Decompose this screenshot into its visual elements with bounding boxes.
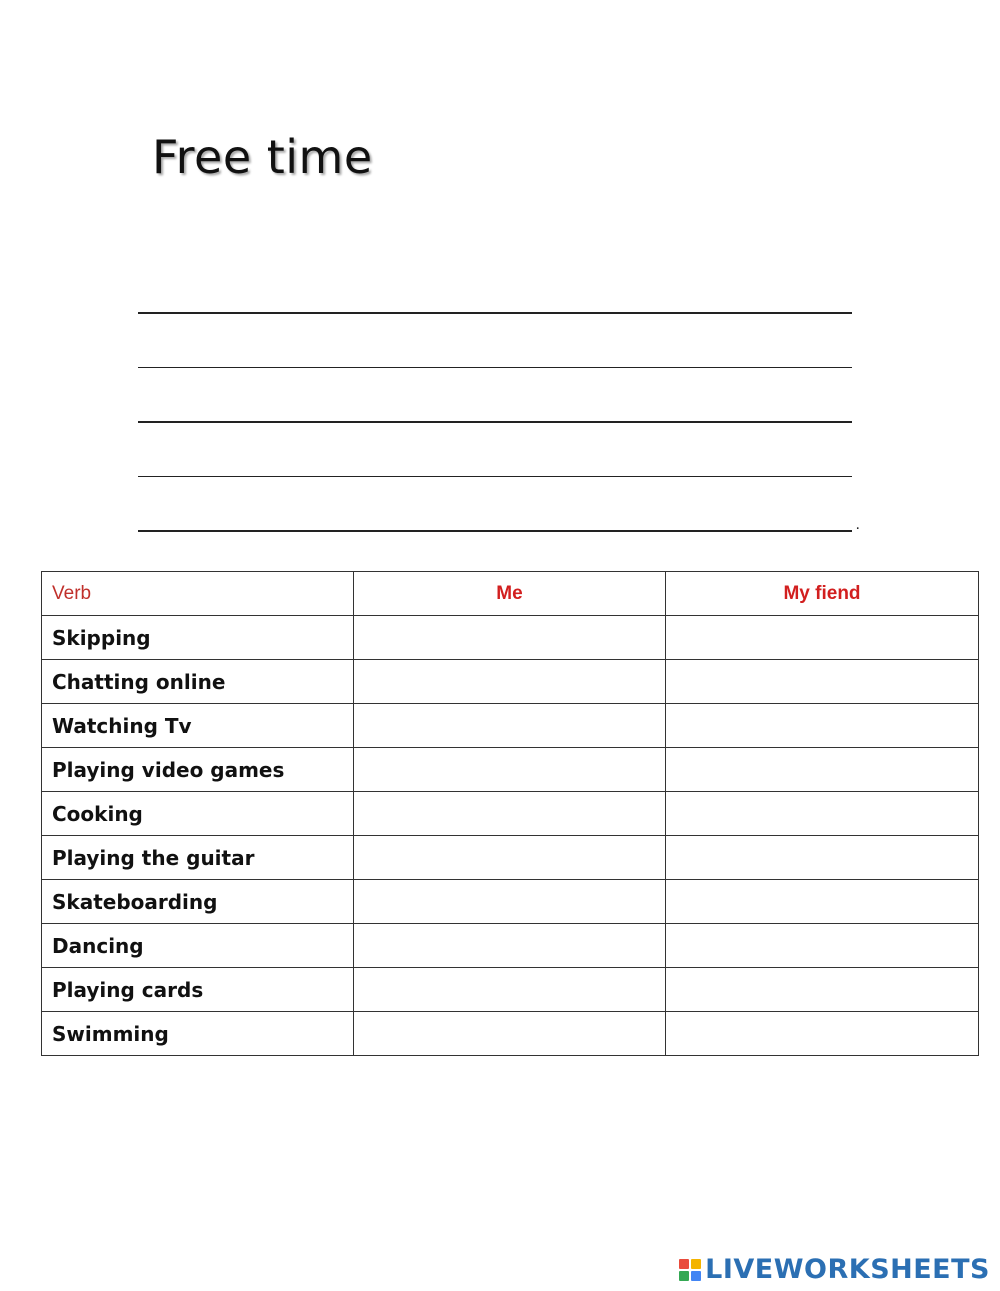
table-body [42,616,979,1056]
activities-table [41,571,979,1056]
logo-block [691,1259,701,1269]
logo-text: LIVEWORKSHEETS [705,1254,990,1285]
header-my-friend: My fiend [666,572,979,616]
table-row [42,748,979,792]
me-answer-cell[interactable] [354,660,666,704]
friend-answer-cell[interactable] [666,968,979,1012]
verb-cell: Playing the guitar [42,836,354,880]
friend-answer-cell[interactable] [666,792,979,836]
verb-cell: Skateboarding [42,880,354,924]
table-row [42,1012,979,1056]
table-row [42,968,979,1012]
table-row [42,704,979,748]
table-row [42,616,979,660]
me-answer-cell[interactable] [354,924,666,968]
verb-cell: Dancing [42,924,354,968]
table-header-row [42,572,979,616]
me-answer-cell[interactable] [354,1012,666,1056]
table-row [42,924,979,968]
writing-line[interactable] [138,367,852,369]
me-answer-cell[interactable] [354,792,666,836]
writing-line[interactable] [138,421,852,423]
friend-answer-cell[interactable] [666,924,979,968]
verb-cell: Skipping [42,616,354,660]
friend-answer-cell[interactable] [666,704,979,748]
liveworksheets-logo [679,1254,990,1285]
writing-line[interactable] [138,476,852,478]
me-answer-cell[interactable] [354,704,666,748]
table-row [42,836,979,880]
friend-answer-cell[interactable] [666,748,979,792]
friend-answer-cell[interactable] [666,1012,979,1056]
verb-cell: Playing cards [42,968,354,1012]
writing-line[interactable] [138,312,852,314]
verb-cell: Chatting online [42,660,354,704]
writing-line[interactable] [138,530,852,532]
me-answer-cell[interactable] [354,968,666,1012]
me-answer-cell[interactable] [354,616,666,660]
friend-answer-cell[interactable] [666,660,979,704]
table-row [42,880,979,924]
verb-cell: Swimming [42,1012,354,1056]
verb-cell: Watching Tv [42,704,354,748]
logo-block [679,1271,689,1281]
header-me: Me [354,572,666,616]
me-answer-cell[interactable] [354,880,666,924]
table-row [42,792,979,836]
logo-block [691,1271,701,1281]
me-answer-cell[interactable] [354,748,666,792]
friend-answer-cell[interactable] [666,616,979,660]
writing-lines [138,312,854,585]
logo-blocks-icon [679,1259,701,1281]
friend-answer-cell[interactable] [666,880,979,924]
logo-block [679,1259,689,1269]
me-answer-cell[interactable] [354,836,666,880]
page-title: Free time [152,130,373,184]
verb-cell: Cooking [42,792,354,836]
table-row [42,660,979,704]
verb-cell: Playing video games [42,748,354,792]
friend-answer-cell[interactable] [666,836,979,880]
header-verb: Verb [42,572,354,616]
